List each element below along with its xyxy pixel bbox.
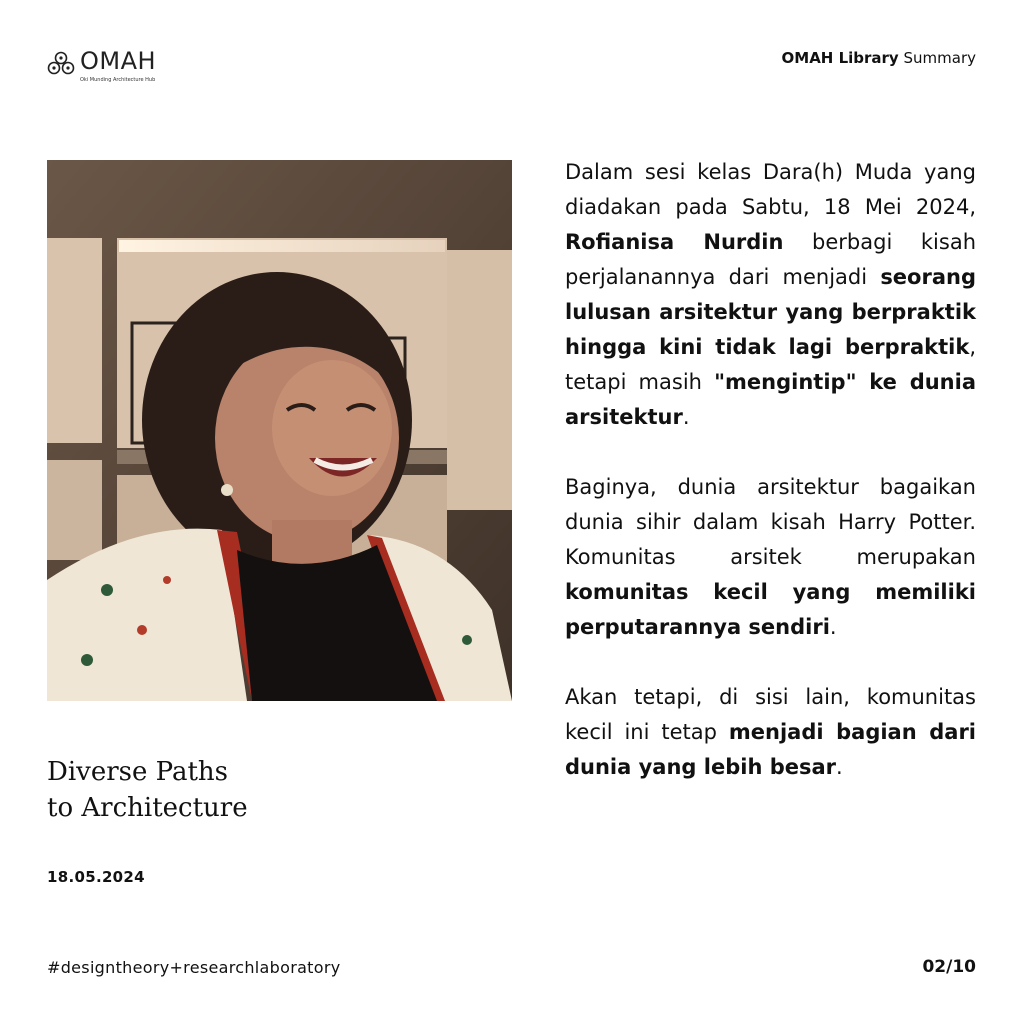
body-paragraph-1	[565, 155, 976, 435]
header-brand: OMAH Library	[781, 49, 899, 67]
footer-hashtag: #designtheory+researchlaboratory	[47, 958, 341, 977]
body-text-run: Dalam sesi kelas Dara(h) Muda yang diadakan pada Sabtu, 18 Mei 2024,	[565, 160, 976, 219]
logo-tagline: Oki Munding Architecture Hub	[80, 77, 156, 83]
emphasis-text: Rofianisa Nurdin	[565, 230, 784, 254]
article-date: 18.05.2024	[47, 868, 145, 886]
omah-logo	[46, 47, 176, 87]
body-text-run: .	[836, 755, 843, 779]
emphasis-text: seorang lulusan arsitektur yang berpraktik hingga kini tidak lagi berpraktik	[565, 265, 976, 359]
body-text-run: .	[829, 615, 837, 639]
article-title-line-2: to Architecture	[47, 793, 248, 823]
body-text-run: .	[682, 405, 690, 429]
page-indicator: 02/10	[922, 957, 976, 977]
body-text-run: berbagi kisah perjalanannya dari menjadi	[565, 230, 976, 289]
portrait-photo	[47, 160, 512, 701]
body-text-run: , tetapi masih	[565, 335, 976, 394]
emphasis-text: komunitas kecil yang memiliki perputarannya sendiri	[565, 580, 976, 639]
article-title-line-1: Diverse Paths	[47, 757, 229, 787]
header-section: Summary	[903, 49, 976, 67]
emphasis-text: "mengintip" ke dunia arsitektur	[565, 370, 976, 429]
body-paragraph-3	[565, 680, 976, 785]
article-title	[47, 754, 248, 826]
header-label	[782, 49, 976, 67]
body-paragraph-2	[565, 470, 976, 645]
portrait-illustration	[47, 160, 512, 701]
logo-wordmark: OMAH	[80, 47, 157, 75]
article-body	[565, 155, 976, 820]
emphasis-text: menjadi bagian dari dunia yang lebih besar	[565, 720, 976, 779]
omah-logo-mark-icon	[46, 51, 76, 75]
body-text-run: Akan tetapi, di sisi lain, komunitas kecil ini tetap	[565, 685, 976, 744]
body-text-run: Baginya, dunia arsitektur bagaikan dunia sihir dalam kisah Harry Potter. Komunitas arsitek merupakan	[565, 475, 976, 569]
